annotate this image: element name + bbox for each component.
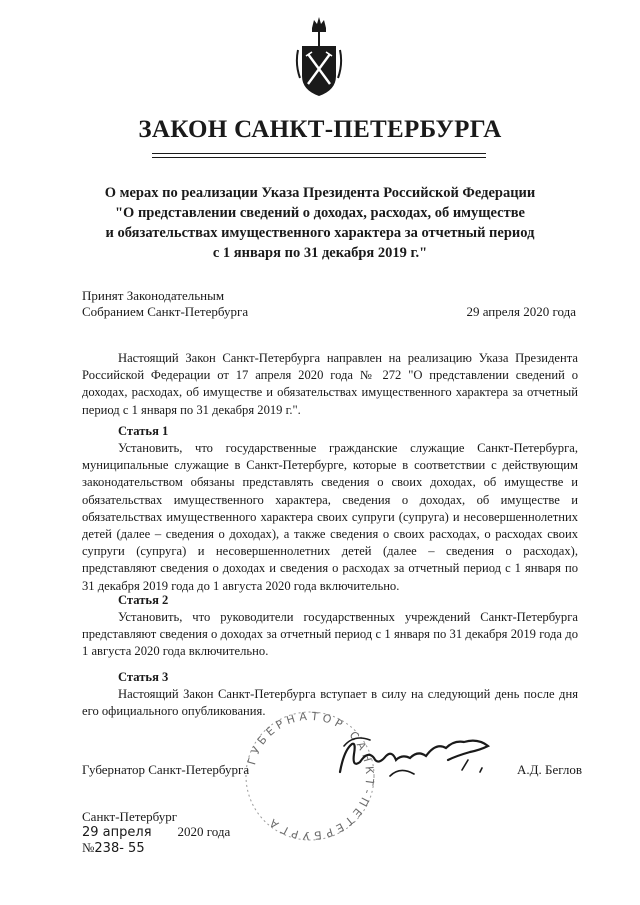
article-2-body (82, 609, 578, 661)
subtitle-line: "О представлении сведений о доходах, расходах, об имуществе (115, 205, 525, 221)
subtitle-line: и обязательствах имущественного характера за отчетный период (105, 225, 535, 241)
subtitle-line: с 1 января по 31 декабря 2019 г." (212, 245, 428, 261)
governor-name: А.Д. Беглов (517, 762, 583, 777)
governor-signature-icon (330, 720, 500, 790)
article-3-heading: Статья 3 (118, 670, 169, 684)
law-number (82, 840, 145, 856)
paragraph-text: Настоящий Закон Санкт-Петербурга вступает в силу на следующий день после дня его официального опубликования. (82, 687, 578, 719)
adoption-line: Принят Законодательным (82, 288, 225, 303)
article-1-heading: Статья 1 (118, 424, 169, 438)
svg-text:ГУБЕРНАТОР САНКТ-ПЕТЕРБУРГА: ГУБЕРНАТОР САНКТ-ПЕТЕРБУРГА (245, 709, 377, 843)
signing-date-suffix: 2020 года (177, 824, 231, 839)
paragraph-text: Установить, что руководители государственных учреждений Санкт-Петербурга представляют сведения о доходах за отчетный период с 1 января по 31 декабря 2019 года до 1 августа 2020 года включительно. (82, 610, 578, 659)
article-1-body (82, 440, 578, 595)
title-underline (152, 153, 486, 154)
governor-label: Губернатор Санкт-Петербурга (82, 762, 250, 777)
paragraph-text: Настоящий Закон Санкт-Петербурга направлен на реализацию Указа Президента Российской Федерации от 17 апреля 2020 года № 272 "О представлении сведений о доходах, расходах, об имуществе и обязательствах имущественного характера за отчетный период с 1 января по 31 декабря 2019 г.". (82, 351, 578, 417)
signing-city: Санкт-Петербург (82, 809, 178, 824)
subtitle-line: О мерах по реализации Указа Президента Российской Федерации (104, 185, 536, 201)
intro-paragraph (82, 350, 578, 419)
adoption-line: Собранием Санкт-Петербурга (82, 304, 249, 319)
adoption-info (82, 288, 248, 320)
signing-date (82, 824, 230, 840)
law-number-prefix: № (82, 840, 95, 855)
law-number-handwritten: 238- 55 (94, 841, 145, 856)
paragraph-text: Установить, что государственные гражданские служащие Санкт-Петербурга, муниципальные служащие в Санкт-Петербурге, которые в соответствии с действующим законодательством обязаны представлять сведения о своих доходах, об имуществе и обязательствах имущественного характера, сведения о доходах, об имуществе и обязательствах имущественного характера своих супруги (супруга) и несовершеннолетних детей (далее – сведения о доходах), а также сведения о своих расходах, о расходах своих супруги (супруга) и несовершеннолетних детей (далее – сведения о расходах), представляют сведения о доходах и сведения о расходах за отчетный период с 1 января по 31 декабря 2019 года до 1 августа 2020 года включительно. (82, 441, 578, 593)
article-2-heading: Статья 2 (118, 593, 169, 607)
law-title: ЗАКОН САНКТ-ПЕТЕРБУРГА (138, 116, 502, 143)
adoption-date: 29 апреля 2020 года (466, 304, 576, 319)
title-underline-secondary (152, 157, 486, 158)
coat-of-arms-icon (294, 14, 344, 102)
signing-date-handwritten: 29 апреля (82, 825, 152, 840)
law-subtitle (60, 183, 580, 263)
